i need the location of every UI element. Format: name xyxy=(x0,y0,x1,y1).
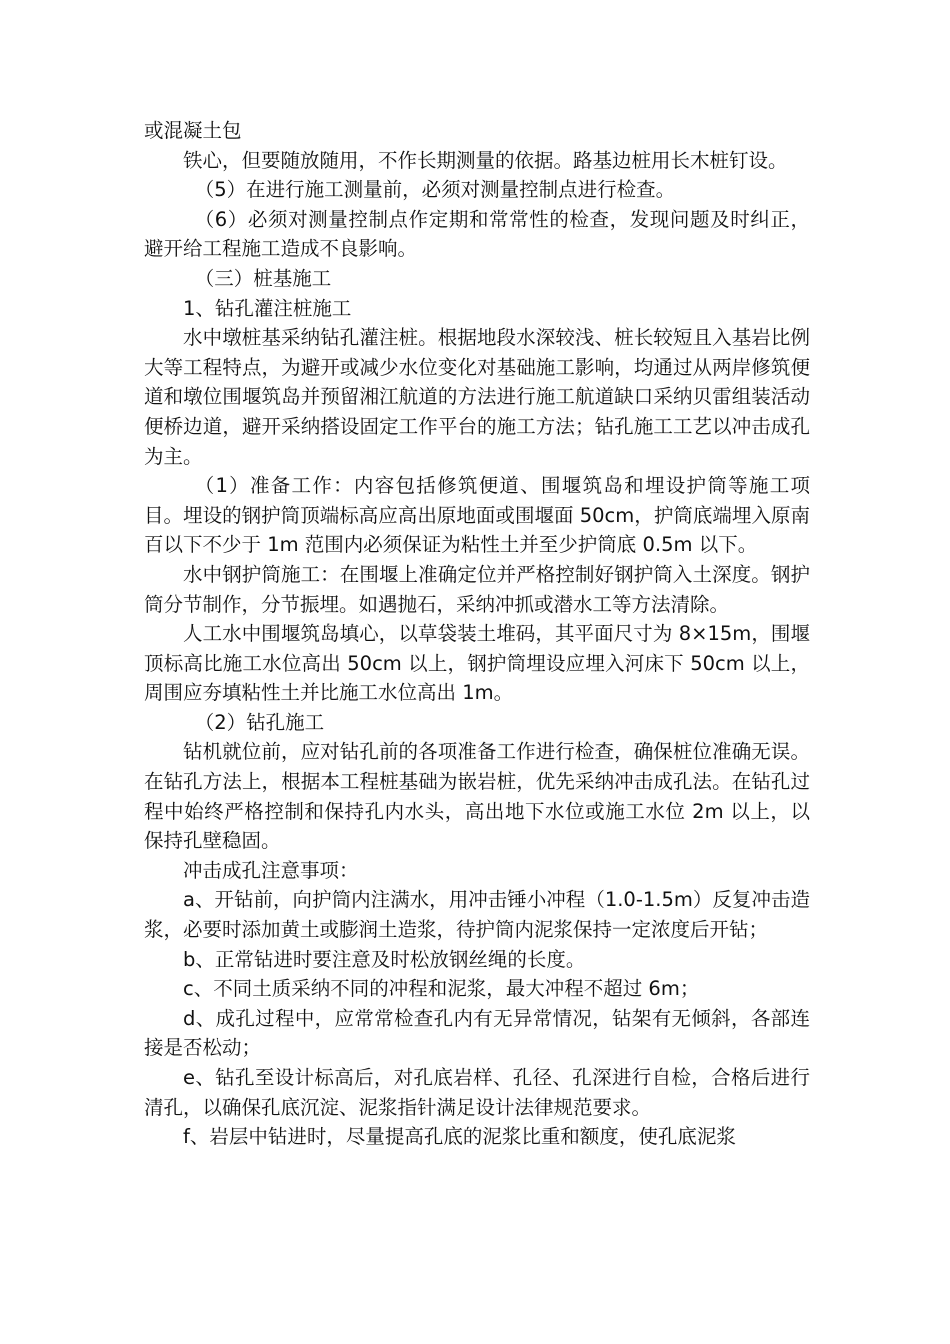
document-body xyxy=(144,116,810,1152)
section-heading-pile-foundation: （三）桩基施工 xyxy=(194,266,332,290)
paragraph: 铁心，但要随放随用，不作长期测量的依据。路基边桩用长木桩钉设。 xyxy=(183,148,788,172)
list-item-e: e、钻孔至设计标高后，对孔底岩样、孔径、孔深进行自检，合格后进行清孔，以确保孔底沉淀、泥浆指针满足设计法律规范要求。 xyxy=(144,1066,810,1119)
paragraph-item-6: （6）必须对测量控制点作定期和常常性的检查，发现问题及时纠正，避开给工程施工造成不良影响。 xyxy=(144,207,810,261)
paragraph-item-5: （5）在进行施工测量前，必须对测量控制点进行检查。 xyxy=(194,178,676,202)
list-item-a: a、开钻前，向护筒内注满水，用冲击锤小冲程（1.0-1.5m）反复冲击造浆，必要时添加黄土或膨润土造浆，待护筒内泥浆保持一定浓度后开钻； xyxy=(144,888,810,942)
paragraph: 水中钢护筒施工：在围堰上准确定位并严格控制好钢护筒入土深度。钢护筒分节制作，分节振埋。如遇抛石，采纳冲抓或潜水工等方法清除。 xyxy=(144,562,810,616)
paragraph: 钻机就位前，应对钻孔前的各项准备工作进行检查，确保桩位准确无误。在钻孔方法上，根据本工程桩基础为嵌岩桩，优先采纳冲击成孔法。在钻孔过程中始终严格控制和保持孔内水头，高出地下水位或施工水位 2m 以上，以保持孔壁稳固。 xyxy=(144,740,810,853)
list-item-b: b、正常钻进时要注意及时松放钢丝绳的长度。 xyxy=(183,947,586,971)
paragraph-preparation: （1）准备工作：内容包括修筑便道、围堰筑岛和埋设护筒等施工项目。埋设的钢护筒顶端标高应高出原地面或围堰面 50cm，护筒底端埋入原南百以下不少于 1m 范围内必须保证为粘性土并至少护筒底 0.5m 以下。 xyxy=(144,474,810,557)
list-item-c: c、不同土质采纳不同的冲程和泥浆，最大冲程不超过 6m； xyxy=(183,977,700,1001)
paragraph: 水中墩桩基采纳钻孔灌注桩。根据地段水深较浅、桩长较短且入基岩比例大等工程特点，为避开或减少水位变化对基础施工影响，均通过从两岸修筑便道和墩位围堰筑岛并预留湘江航道的方法进行施工航道缺口采纳贝雷组装活动便桥边道，避开采纳搭设固定工作平台的施工方法；钻孔施工工艺以冲击成孔为主。 xyxy=(144,326,810,468)
paragraph-continuation: 或混凝土包 xyxy=(144,119,242,142)
list-item-f: f、岩层中钻进时，尽量提高孔底的泥浆比重和额度，使孔底泥浆 xyxy=(183,1125,736,1149)
subsection-heading-drilling: （2）钻孔施工 xyxy=(194,710,325,734)
list-item-d: d、成孔过程中，应常常检查孔内有无异常情况，钻架有无倾斜，各部连接是否松动； xyxy=(144,1006,810,1060)
subsection-heading-bored-pile: 1、钻孔灌注桩施工 xyxy=(183,296,352,320)
paragraph-notes-heading: 冲击成孔注意事项： xyxy=(183,858,359,882)
paragraph: 人工水中围堰筑岛填心，以草袋装土堆码，其平面尺寸为 8×15m，围堰顶标高比施工水位高出 50cm 以上，钢护筒埋设应埋入河床下 50cm 以上，周围应夯填粘性土并比施工水位高出 1m。 xyxy=(144,622,810,705)
